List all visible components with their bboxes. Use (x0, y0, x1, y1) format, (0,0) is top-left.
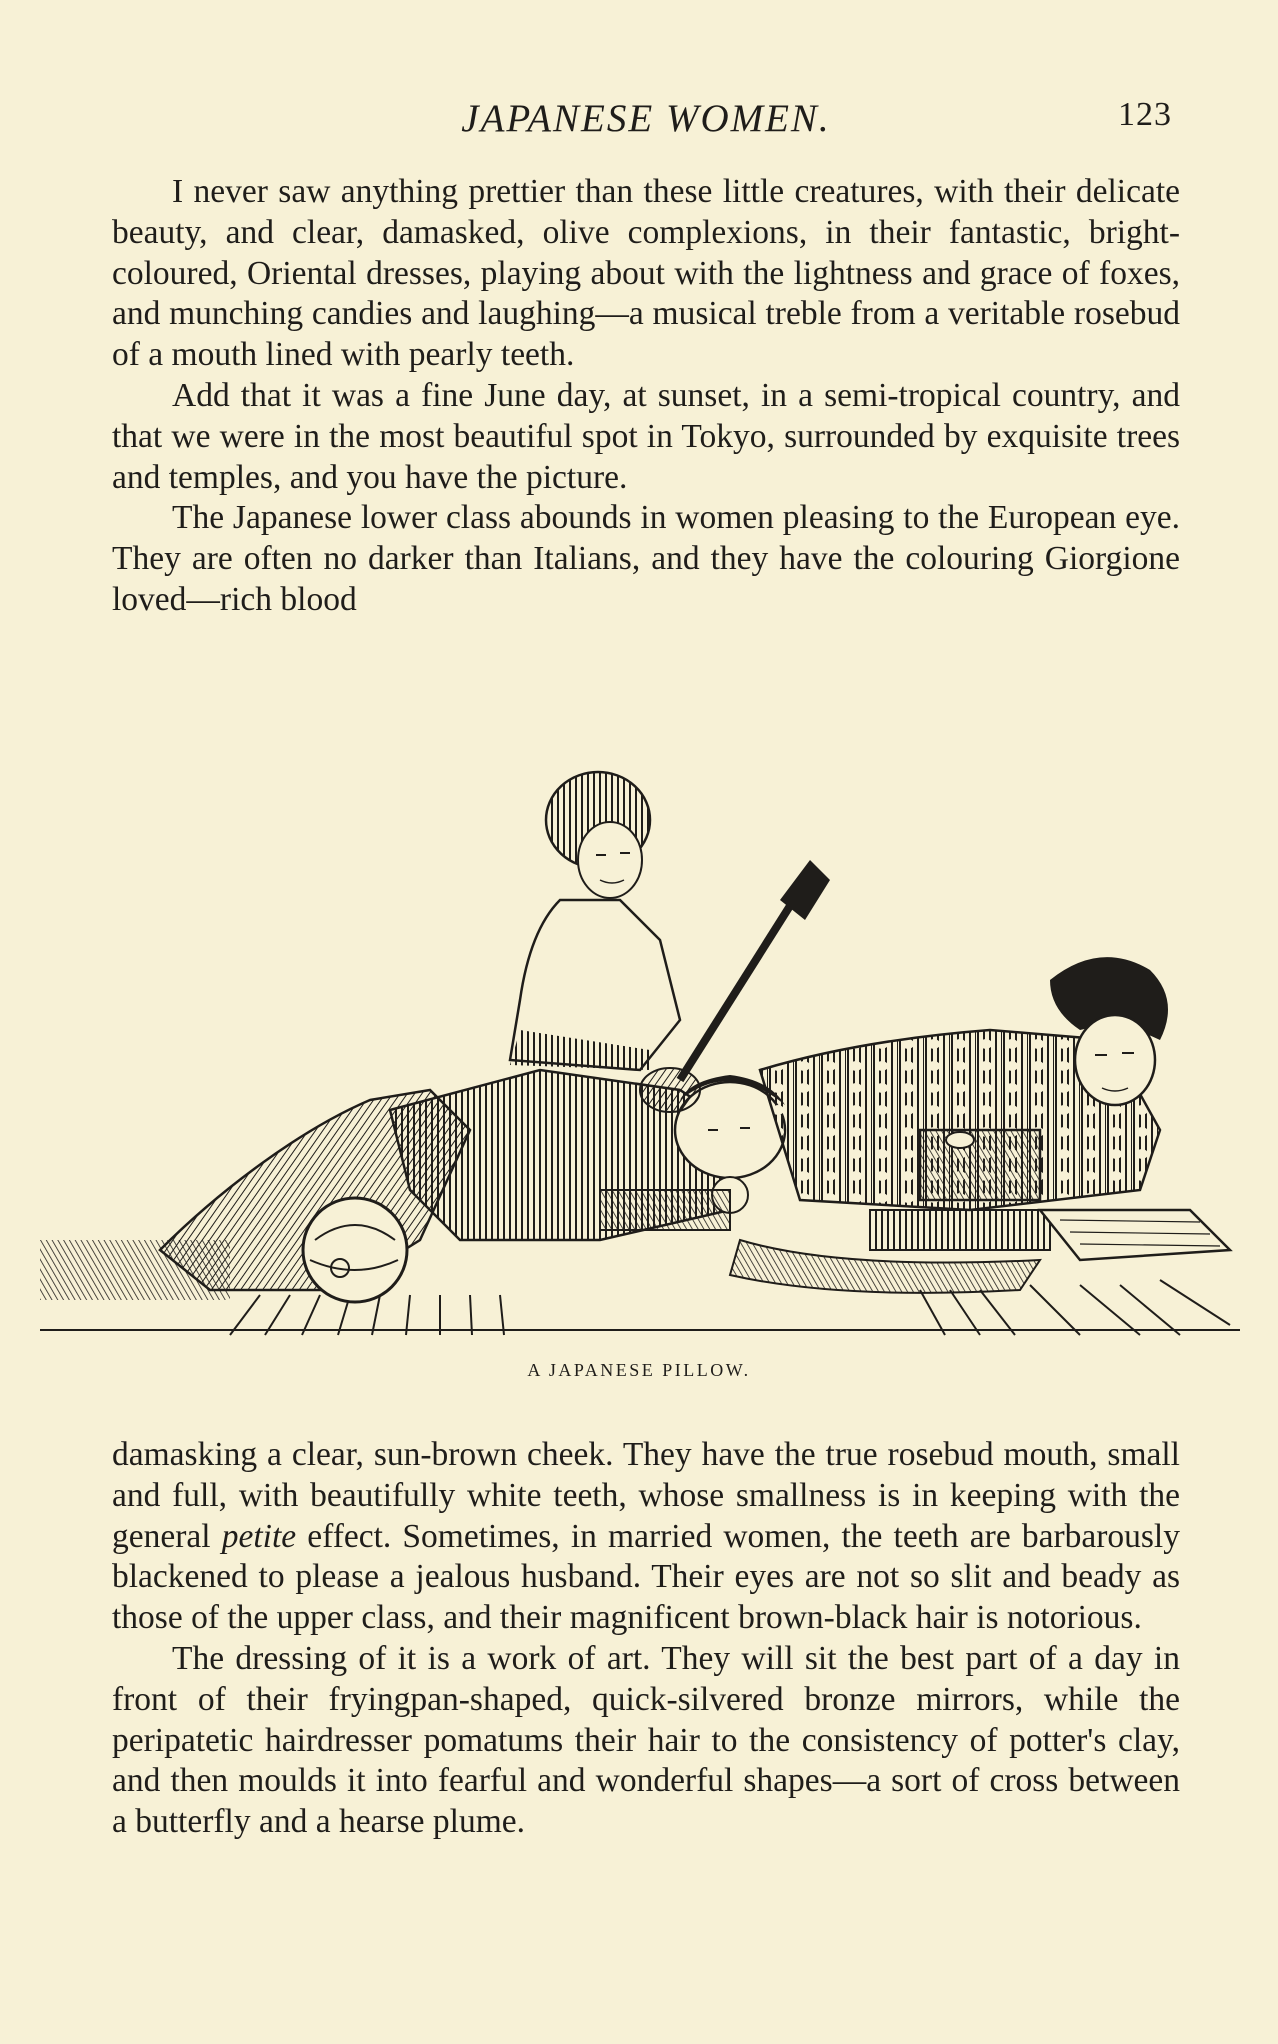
emphasis-petite: petite (221, 1517, 297, 1555)
paragraph-4-before: damasking a clear, sun-brown cheek. They have the true rosebud mouth, small and full, with beautifully white teeth, whose smallness is in keeping with the general (112, 1436, 1180, 1555)
figure-caption: A JAPANESE PILLOW. (527, 1360, 751, 1380)
running-head (112, 96, 1180, 142)
paragraph-2: Add that it was a fine June day, at sunset, in a semi-tropical country, and that we were in the most beautiful spot in Tokyo, surrounded by exquisite trees and temples, and you have the picture. (112, 376, 1180, 496)
text-block-bottom (112, 1435, 1180, 1843)
illustration (40, 770, 1240, 1350)
paragraph-4-after: effect. Sometimes, in married women, the teeth are barbarously blackened to please a jealous husband. Their eyes are not so slit and beady as those of the upper class, and their magnificent brown-black hair is notorious. (112, 1517, 1180, 1637)
paragraph-3: The Japanese lower class abounds in women pleasing to the European eye. They are often no darker than Italians, and they have the colouring Giorgione loved—rich blood (112, 499, 1180, 618)
paragraph-5: The dressing of it is a work of art. They will sit the best part of a day in front of their fryingpan-shaped, quick-silvered bronze mirrors, while the peripatetic hairdresser pomatums their hair to the consistency of potter's clay, and then moulds it into fearful and wonderful shapes—a sort of cross between a butterfly and a hearse plume. (112, 1639, 1180, 1841)
text-block-top (112, 172, 1180, 621)
paragraph-4 (112, 1435, 1180, 1639)
page-number: 123 (1118, 96, 1172, 133)
paragraph-1: I never saw anything prettier than these little creatures, with their delicate beauty, and clear, damasked, olive complexions, in their fantastic, bright-coloured, Oriental dresses, playing about with the lightness and grace of foxes, and munching candies and laughing—a musical treble from a veritable rosebud of a mouth lined with pearly teeth. (112, 173, 1180, 374)
engraving-japanese-women-resting (40, 770, 1240, 1350)
running-title: JAPANESE WOMEN. (461, 97, 831, 140)
